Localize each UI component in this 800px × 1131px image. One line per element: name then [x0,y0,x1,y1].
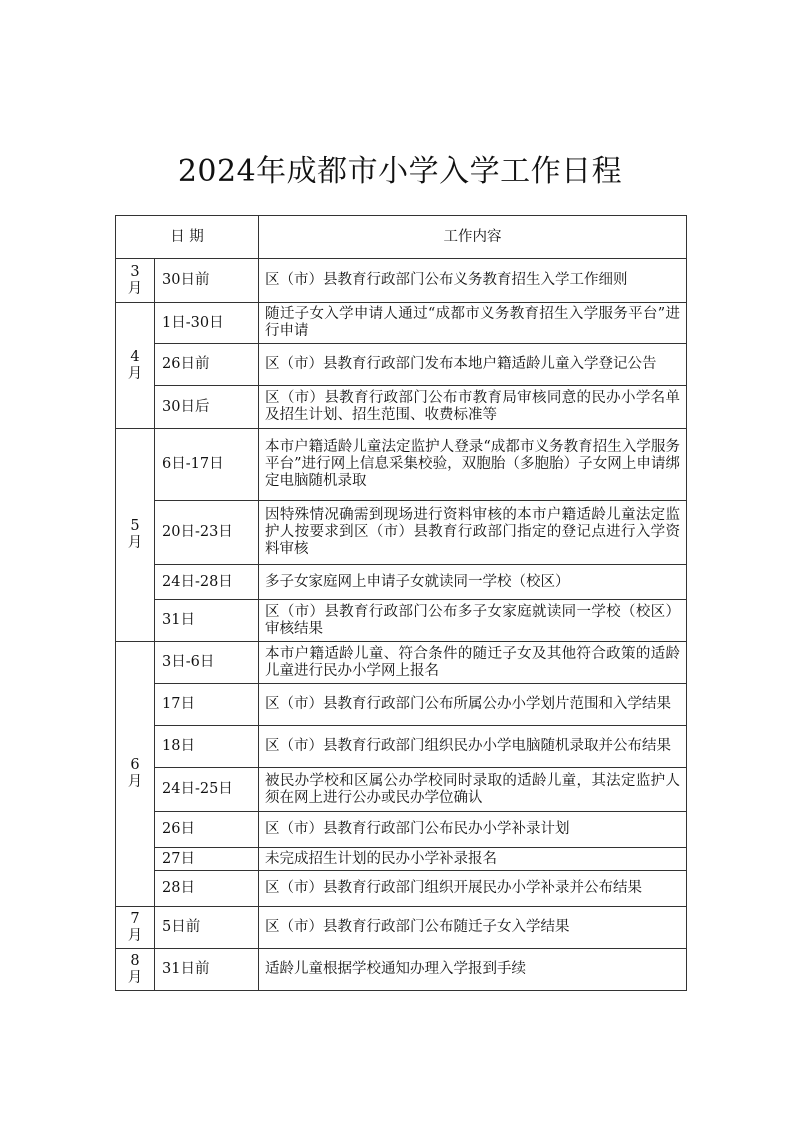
date-cell: 27日 [155,848,259,871]
table-row [116,259,687,303]
month-cell: 5 月 [116,429,155,642]
date-cell: 30日前 [155,259,259,303]
date-cell: 1日-30日 [155,303,259,344]
content-cell: 区（市）县教育行政部门组织开展民办小学补录并公布结果 [259,871,687,907]
schedule-table [115,215,687,991]
header-date: 日 期 [116,216,259,259]
date-cell: 31日前 [155,949,259,991]
content-cell: 区（市）县教育行政部门公布随迁子女入学结果 [259,907,687,949]
date-cell: 17日 [155,684,259,726]
content-cell: 区（市）县教育行政部门公布义务教育招生入学工作细则 [259,259,687,303]
month-cell: 7 月 [116,907,155,949]
content-cell: 区（市）县教育行政部门公布多子女家庭就读同一学校（校区）审核结果 [259,600,687,642]
table-row [116,565,687,600]
table-row [116,429,687,501]
page-title: 2024年成都市小学入学工作日程 [177,154,623,189]
table-row [116,949,687,991]
date-cell: 30日后 [155,386,259,429]
content-cell: 区（市）县教育行政部门发布本地户籍适龄儿童入学登记公告 [259,344,687,386]
content-cell: 适龄儿童根据学校通知办理入学报到手续 [259,949,687,991]
month-cell: 8 月 [116,949,155,991]
month-cell: 4 月 [116,303,155,429]
date-cell: 31日 [155,600,259,642]
content-cell: 区（市）县教育行政部门公布民办小学补录计划 [259,812,687,848]
month-cell: 6 月 [116,642,155,907]
table-row [116,871,687,907]
table-row [116,386,687,429]
content-cell: 随迁子女入学申请人通过“成都市义务教育招生入学服务平台”进行申请 [259,303,687,344]
table-row [116,501,687,565]
table-header-row [116,216,687,259]
date-cell: 5日前 [155,907,259,949]
content-cell: 被民办学校和区属公办学校同时录取的适龄儿童，其法定监护人须在网上进行公办或民办学位确认 [259,768,687,812]
date-cell: 26日 [155,812,259,848]
content-cell: 因特殊情况确需到现场进行资料审核的本市户籍适龄儿童法定监护人按要求到区（市）县教育行政部门指定的登记点进行入学资料审核 [259,501,687,565]
month-cell: 3 月 [116,259,155,303]
table-row [116,600,687,642]
date-cell: 3日-6日 [155,642,259,684]
date-cell: 26日前 [155,344,259,386]
table-row [116,848,687,871]
content-cell: 本市户籍适龄儿童、符合条件的随迁子女及其他符合政策的适龄儿童进行民办小学网上报名 [259,642,687,684]
table-row [116,344,687,386]
table-row [116,642,687,684]
content-cell: 区（市）县教育行政部门公布市教育局审核同意的民办小学名单及招生计划、招生范围、收费标准等 [259,386,687,429]
table-row [116,303,687,344]
date-cell: 6日-17日 [155,429,259,501]
content-cell: 区（市）县教育行政部门公布所属公办小学划片范围和入学结果 [259,684,687,726]
date-cell: 18日 [155,726,259,768]
table-row [116,812,687,848]
content-cell: 未完成招生计划的民办小学补录报名 [259,848,687,871]
table-row [116,768,687,812]
content-cell: 区（市）县教育行政部门组织民办小学电脑随机录取并公布结果 [259,726,687,768]
content-cell: 多子女家庭网上申请子女就读同一学校（校区） [259,565,687,600]
content-cell: 本市户籍适龄儿童法定监护人登录“成都市义务教育招生入学服务平台”进行网上信息采集校验，双胞胎（多胞胎）子女网上申请绑定电脑随机录取 [259,429,687,501]
date-cell: 20日-23日 [155,501,259,565]
date-cell: 28日 [155,871,259,907]
date-cell: 24日-28日 [155,565,259,600]
table-row [116,684,687,726]
table-row [116,726,687,768]
table-row [116,907,687,949]
header-content: 工作内容 [259,216,687,259]
date-cell: 24日-25日 [155,768,259,812]
